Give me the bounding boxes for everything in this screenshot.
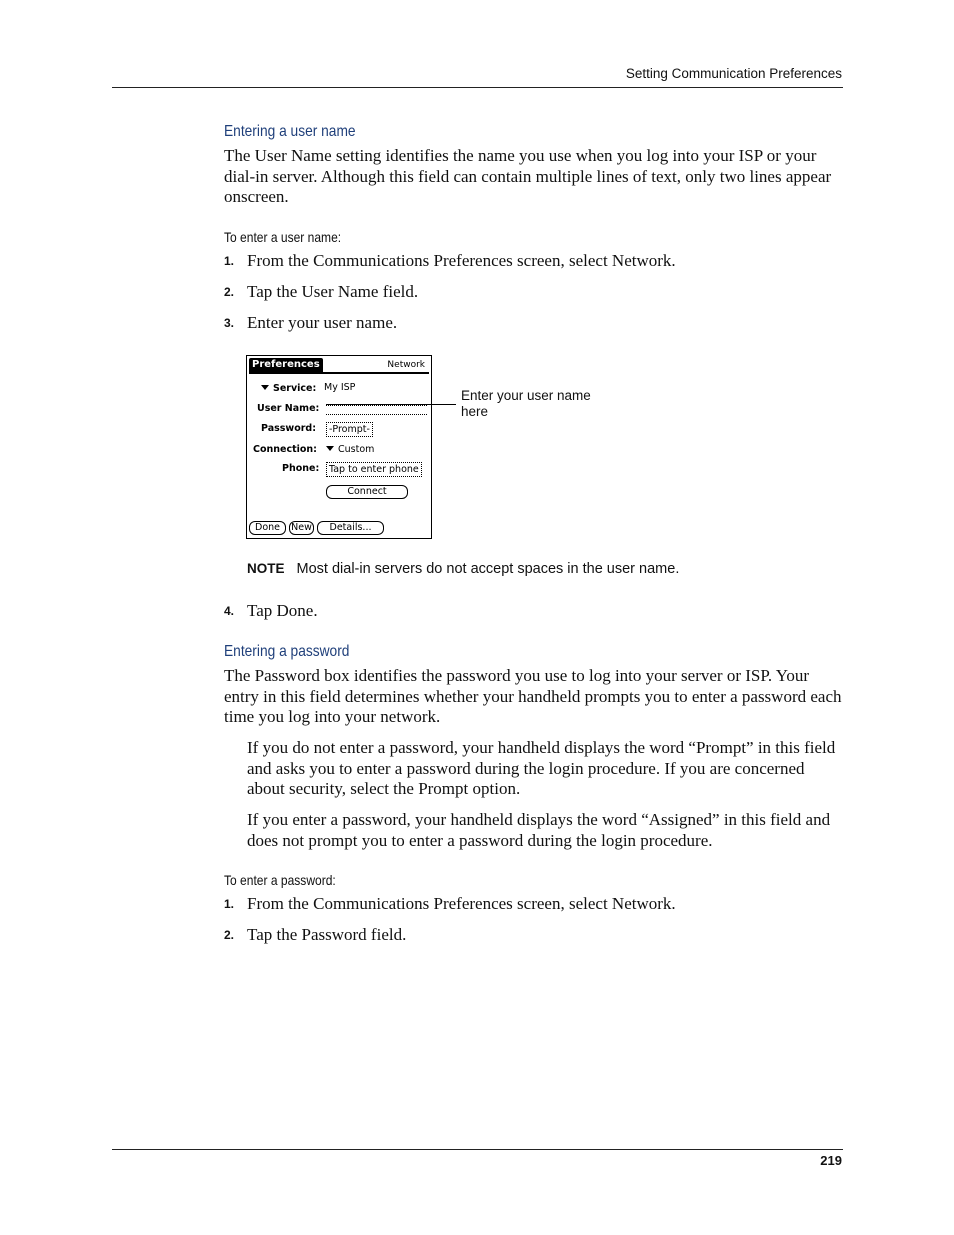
- section-heading-password: Entering a password: [224, 643, 350, 660]
- user-name-paragraph: The User Name setting identifies the name you use when you log into your ISP or your dial-in server. Although this field can contain multiple lines of text, only two lines appear onscreen.: [224, 146, 832, 206]
- palm-new-button: New: [289, 521, 314, 535]
- running-header: Setting Communication Preferences: [625, 66, 842, 81]
- step-number: 1.: [224, 254, 235, 268]
- page-number: 219: [820, 1153, 842, 1168]
- dropdown-triangle-icon: [261, 385, 269, 390]
- palm-panel-name: Network: [387, 360, 425, 370]
- palm-phone-label: Phone:: [282, 463, 320, 474]
- palm-username-label: User Name:: [257, 403, 320, 414]
- procedure-title-user-name: To enter a user name:: [224, 229, 342, 245]
- callout-label: Enter your user name here: [461, 388, 591, 419]
- palm-connect-button: Connect: [326, 485, 408, 499]
- step-text: Tap the Password field.: [247, 925, 407, 944]
- palm-username-field-line1: [326, 405, 427, 406]
- palm-password-field: -Prompt-: [326, 422, 373, 437]
- step-text: Tap the User Name field.: [247, 282, 419, 301]
- palm-done-button: Done: [249, 521, 286, 535]
- callout-leader-line: [326, 404, 456, 405]
- palm-tab-preferences: Preferences: [249, 358, 323, 372]
- palm-connection-value: Custom: [326, 444, 374, 455]
- step-text: From the Communications Preferences screen, select Network.: [247, 251, 676, 270]
- step-text: Tap Done.: [247, 601, 318, 620]
- step-text: Enter your user name.: [247, 313, 398, 332]
- note-text: Most dial-in servers do not accept spaces in the user name.: [296, 561, 680, 577]
- step-text: From the Communications Preferences screen, select Network.: [247, 894, 676, 913]
- procedure-title-password: To enter a password:: [224, 872, 336, 888]
- palm-connection-label: Connection:: [253, 444, 317, 455]
- dropdown-triangle-icon: [326, 446, 334, 451]
- palm-service-label: Service:: [261, 383, 316, 394]
- palm-service-value: My ISP: [324, 382, 356, 393]
- palm-phone-field: Tap to enter phone: [326, 462, 422, 477]
- step-number: 2.: [224, 285, 235, 299]
- password-indent-paragraph-1: If you do not enter a password, your handheld displays the word “Prompt” in this field and asks you to enter a password during the login procedure. If you are concerned about security, select the Prompt option.: [247, 738, 836, 798]
- palm-title-bar: [249, 358, 429, 374]
- palm-username-field-line2: [326, 414, 427, 415]
- section-heading-user-name: Entering a user name: [224, 123, 356, 140]
- header-rule: [112, 87, 843, 88]
- step-number: 2.: [224, 928, 235, 942]
- palm-network-preferences-screenshot: [246, 355, 432, 539]
- password-paragraph: The Password box identifies the password you use to log into your server or ISP. Your entry in this field determines whether your handheld prompts you to enter a password each time you log into your network.: [224, 666, 842, 726]
- step-number: 4.: [224, 604, 235, 618]
- note-label: NOTE: [247, 561, 285, 576]
- note: [247, 561, 679, 577]
- footer-rule: [112, 1149, 843, 1150]
- step-number: 3.: [224, 316, 235, 330]
- step-number: 1.: [224, 897, 235, 911]
- palm-details-button: Details...: [317, 521, 384, 535]
- palm-password-label: Password:: [261, 423, 317, 434]
- password-indent-paragraph-2: If you enter a password, your handheld displays the word “Assigned” in this field and does not prompt you to enter a password during the login procedure.: [247, 810, 831, 850]
